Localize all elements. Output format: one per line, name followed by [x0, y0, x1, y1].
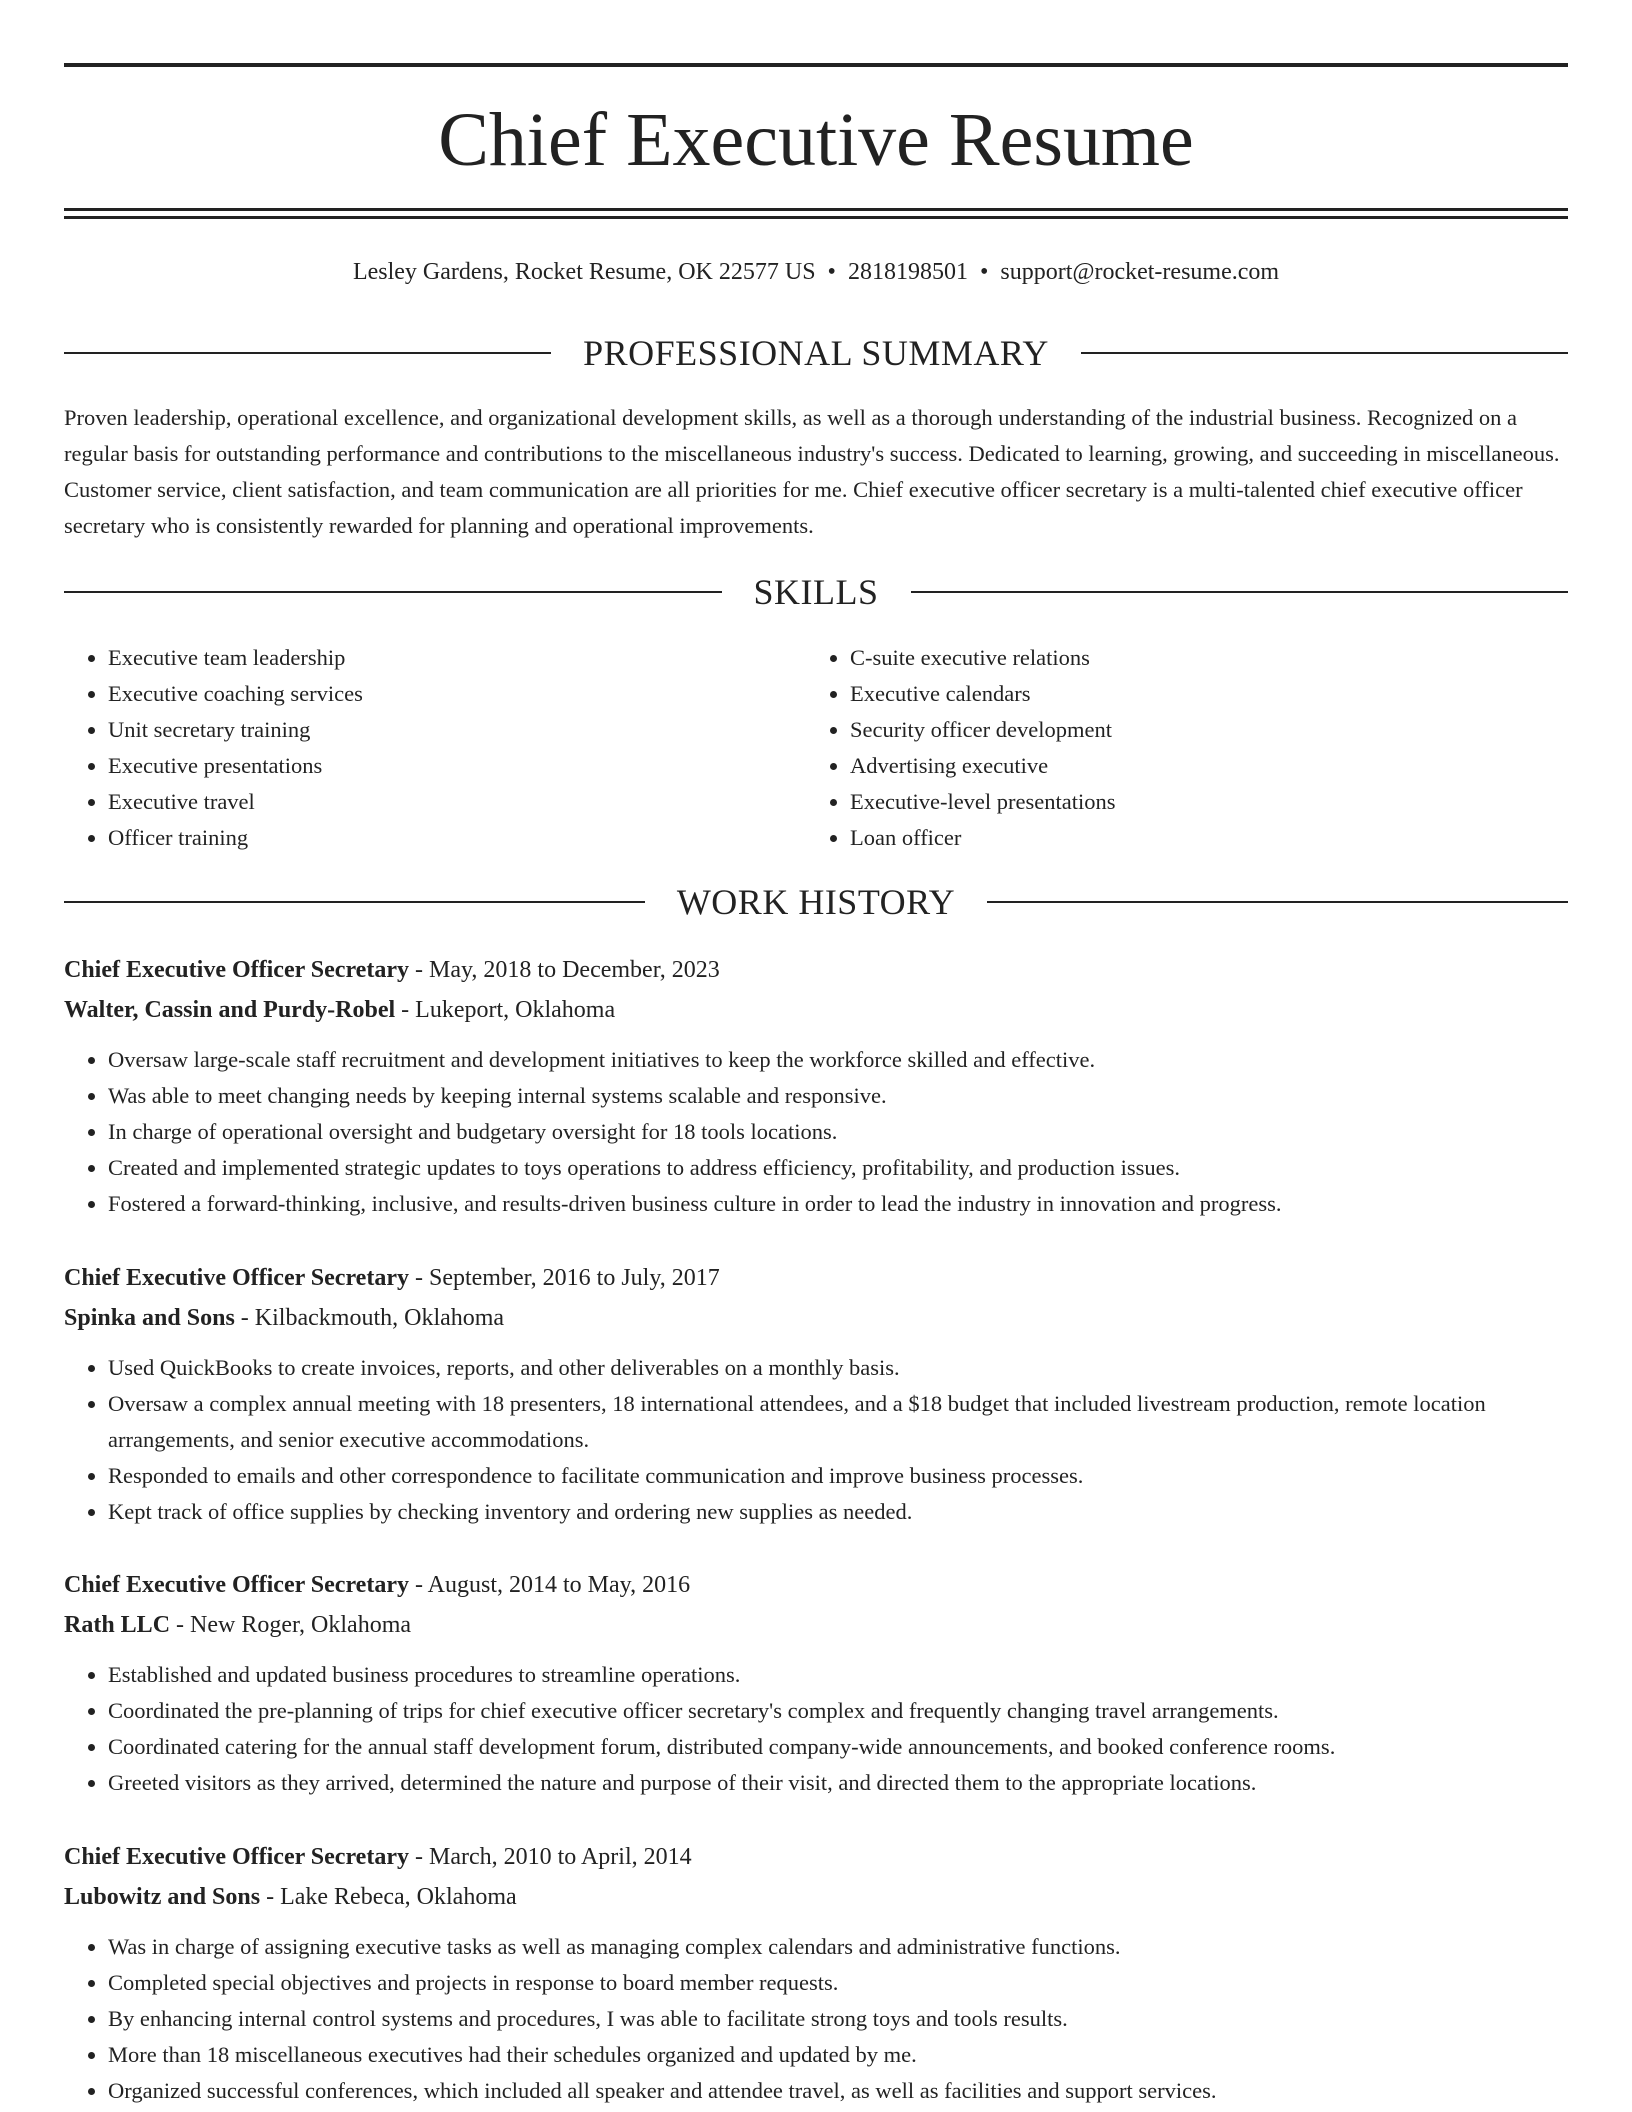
job-company: Lubowitz and Sons — [64, 1884, 261, 1910]
job-company-line: Lubowitz and Sons - Lake Rebeca, Oklahoma — [64, 1884, 517, 1910]
job-bullet: • Kept track of office supplies by checking inventory and ordering new supplies as needed. — [108, 1494, 1568, 1530]
skill-item: • Loan officer — [850, 820, 1550, 856]
contact-address: Lesley Gardens, Rocket Resume, OK 22577 US — [352, 259, 816, 285]
contact-email: support@rocket-resume.com — [1000, 259, 1280, 285]
job-location: Lake Rebeca, Oklahoma — [280, 1884, 517, 1910]
job-dates: September, 2016 to July, 2017 — [428, 1265, 720, 1291]
job-title: Chief Executive Officer Secretary — [64, 1265, 409, 1291]
skills-heading-label: SKILLS — [753, 572, 879, 612]
job-company: Rath LLC — [64, 1612, 171, 1638]
job-bullet: • In charge of operational oversight and budgetary oversight for 18 tools locations. — [108, 1114, 1568, 1150]
job-bullet: • Completed special objectives and projects in response to board member requests. — [108, 1965, 1568, 2001]
heading-rule-left — [64, 591, 722, 593]
title-rule-lower — [64, 216, 1568, 219]
job-bullet: • Established and updated business procedures to streamline operations. — [108, 1657, 1568, 1693]
skill-item: • C-suite executive relations — [850, 640, 1550, 676]
job-bullets — [64, 1350, 1568, 1530]
job-role-line: Chief Executive Officer Secretary - September, 2016 to July, 2017 — [64, 1265, 720, 1291]
heading-rule-left — [64, 352, 551, 354]
skill-item: • Executive presentations — [108, 748, 808, 784]
job-bullet: • Was in charge of assigning executive tasks as well as managing complex calendars and administrative functions. — [108, 1929, 1568, 1965]
contact-separator: • — [827, 259, 836, 285]
job-bullet: • Coordinated the pre-planning of trips for chief executive officer secretary's complex and frequently changing travel arrangements. — [108, 1693, 1568, 1729]
job-bullet: • Oversaw a complex annual meeting with 18 presenters, 18 international attendees, and a $18 budget that included livestream production, remote location arrangements, and senior executive accommodations. — [108, 1386, 1568, 1458]
job-entry — [64, 1837, 1568, 2109]
summary-text: Proven leadership, operational excellence, and organizational development skills, as well as a thorough understanding of the industrial business. Recognized on a regular basis for outstanding performance and contributions to the miscellaneous industry's success. Dedicated to learning, growing, and succeeding in miscellaneous. Customer service, client satisfaction, and team communication are all priorities for me. Chief executive officer secretary is a multi-talented chief executive officer secretary who is consistently rewarded for planning and operational improvements. — [64, 405, 1560, 538]
heading-rule-right — [987, 901, 1568, 903]
job-title: Chief Executive Officer Secretary — [64, 1572, 409, 1598]
job-entry — [64, 950, 1568, 1222]
title-rule-upper — [64, 208, 1568, 211]
job-bullets — [64, 1042, 1568, 1222]
job-entry — [64, 1565, 1568, 1801]
job-entry — [64, 1258, 1568, 1530]
job-company: Spinka and Sons — [64, 1305, 235, 1331]
heading-rule-right — [911, 591, 1569, 593]
contact-phone: 2818198501 — [847, 259, 968, 285]
summary-heading — [64, 331, 1568, 375]
job-dates: August, 2014 to May, 2016 — [427, 1572, 691, 1598]
skill-item: • Executive travel — [108, 784, 808, 820]
job-location: Kilbackmouth, Oklahoma — [254, 1305, 505, 1331]
job-company-line: Walter, Cassin and Purdy-Robel - Lukeport, Oklahoma — [64, 997, 616, 1023]
contact-separator: • — [979, 259, 989, 285]
job-bullets — [64, 1929, 1568, 2109]
job-company-line: Rath LLC - New Roger, Oklahoma — [64, 1612, 412, 1638]
heading-rule-left — [64, 901, 645, 903]
job-role-line: Chief Executive Officer Secretary - August, 2014 to May, 2016 — [64, 1572, 691, 1598]
contact-line — [64, 254, 1568, 290]
summary-heading-label: PROFESSIONAL SUMMARY — [583, 333, 1049, 373]
skills-list-right — [806, 640, 1550, 856]
skill-item: • Executive coaching services — [108, 676, 808, 712]
job-bullet: • Created and implemented strategic updates to toys operations to address efficiency, profitability, and production issues. — [108, 1150, 1568, 1186]
top-rule — [64, 63, 1568, 67]
job-bullet: • Organized successful conferences, which included all speaker and attendee travel, as well as facilities and support services. — [108, 2073, 1568, 2109]
work-heading — [64, 880, 1568, 924]
skill-item: • Unit secretary training — [108, 712, 808, 748]
job-bullet: • More than 18 miscellaneous executives had their schedules organized and updated by me. — [108, 2037, 1568, 2073]
heading-rule-right — [1081, 352, 1568, 354]
job-bullet: • By enhancing internal control systems and procedures, I was able to facilitate strong toys and tools results. — [108, 2001, 1568, 2037]
job-role-line: Chief Executive Officer Secretary - May, 2018 to December, 2023 — [64, 957, 720, 983]
job-bullet: • Was able to meet changing needs by keeping internal systems scalable and responsive. — [108, 1078, 1568, 1114]
skill-item: • Executive calendars — [850, 676, 1550, 712]
skills-list-left — [64, 640, 808, 856]
job-bullet: • Coordinated catering for the annual staff development forum, distributed company-wide announcements, and booked conference rooms. — [108, 1729, 1568, 1765]
skill-item: • Executive team leadership — [108, 640, 808, 676]
job-title: Chief Executive Officer Secretary — [64, 1844, 409, 1870]
page-title: Chief Executive Resume — [438, 98, 1194, 182]
job-bullet: • Responded to emails and other correspondence to facilitate communication and improve business processes. — [108, 1458, 1568, 1494]
job-role-line: Chief Executive Officer Secretary - March, 2010 to April, 2014 — [64, 1844, 692, 1870]
skill-item: • Security officer development — [850, 712, 1550, 748]
job-bullet: • Used QuickBooks to create invoices, reports, and other deliverables on a monthly basis. — [108, 1350, 1568, 1386]
job-company: Walter, Cassin and Purdy-Robel — [64, 997, 396, 1023]
work-heading-label: WORK HISTORY — [676, 882, 956, 922]
skill-item: • Executive-level presentations — [850, 784, 1550, 820]
job-title: Chief Executive Officer Secretary — [64, 957, 409, 983]
job-location: New Roger, Oklahoma — [190, 1612, 412, 1638]
job-bullet: • Fostered a forward-thinking, inclusive, and results-driven business culture in order to lead the industry in innovation and progress. — [108, 1186, 1568, 1222]
skill-item: • Advertising executive — [850, 748, 1550, 784]
job-bullet: • Greeted visitors as they arrived, determined the nature and purpose of their visit, and directed them to the appropriate locations. — [108, 1765, 1568, 1801]
job-dates: March, 2010 to April, 2014 — [428, 1844, 692, 1870]
job-bullet: • Oversaw large-scale staff recruitment and development initiatives to keep the workforce skilled and effective. — [108, 1042, 1568, 1078]
job-company-line: Spinka and Sons - Kilbackmouth, Oklahoma — [64, 1305, 505, 1331]
skill-item: • Officer training — [108, 820, 808, 856]
skills-heading — [64, 570, 1568, 614]
job-location: Lukeport, Oklahoma — [415, 997, 616, 1023]
job-dates: May, 2018 to December, 2023 — [428, 957, 720, 983]
job-bullets — [64, 1657, 1568, 1801]
